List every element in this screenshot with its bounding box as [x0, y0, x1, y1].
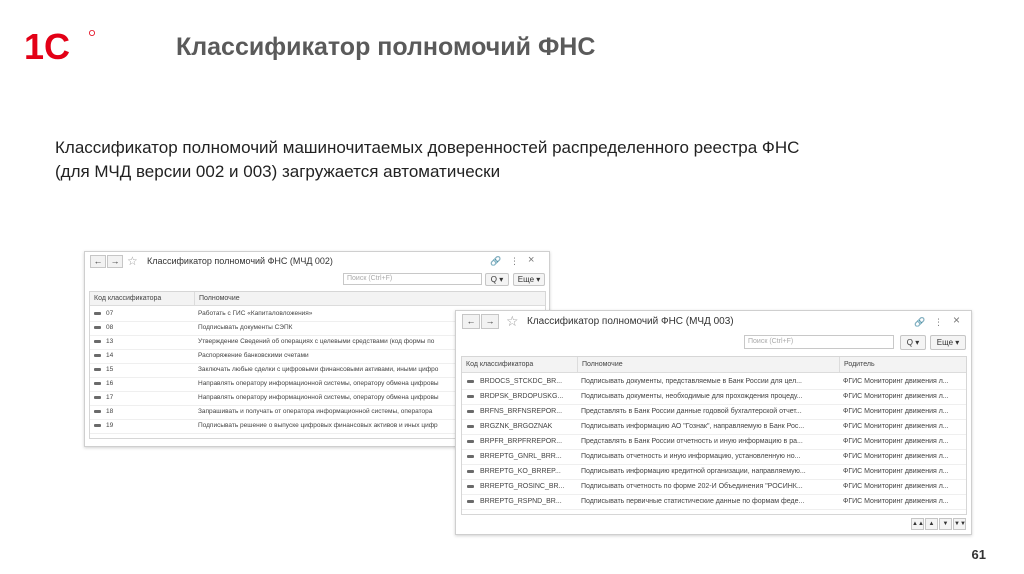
row-code: 14: [106, 352, 114, 359]
row-icon: [94, 410, 101, 413]
column-header-authority[interactable]: Полномочие: [577, 357, 839, 372]
row-parent: ФГИС Мониторинг движения л...: [843, 453, 949, 460]
window-titlebar: [456, 311, 971, 331]
column-header-code[interactable]: Код классификатора: [466, 361, 534, 368]
classifier-window-003: [455, 310, 972, 535]
row-icon: [94, 396, 101, 399]
table-row[interactable]: [462, 464, 966, 480]
row-icon: [467, 455, 474, 458]
row-authority: Подписывать информацию АО "Гознак", направляемую в Банк Рос...: [581, 423, 805, 430]
row-authority: Подписывать первичные статистические данные по формам феде...: [581, 498, 805, 505]
row-code: 16: [106, 380, 114, 387]
back-button[interactable]: ←: [462, 314, 480, 329]
row-code: BRREPTG_RSPND_BR...: [480, 498, 562, 505]
row-code: 19: [106, 422, 114, 429]
close-icon[interactable]: ×: [528, 254, 535, 266]
table-row[interactable]: [462, 419, 966, 435]
row-icon: [94, 368, 101, 371]
row-icon: [94, 326, 101, 329]
page-number: 61: [971, 547, 986, 562]
row-icon: [467, 395, 474, 398]
row-parent: ФГИС Мониторинг движения л...: [843, 408, 949, 415]
search-button[interactable]: Q ▾: [485, 273, 509, 286]
table-row[interactable]: [462, 389, 966, 405]
row-code: BRFNS_BRFNSREPOR...: [480, 408, 563, 415]
more-button[interactable]: Еще ▾: [513, 273, 545, 286]
table-row[interactable]: [462, 494, 966, 510]
row-parent: ФГИС Мониторинг движения л...: [843, 483, 949, 490]
row-parent: ФГИС Мониторинг движения л...: [843, 423, 949, 430]
row-icon: [467, 485, 474, 488]
row-icon: [467, 380, 474, 383]
more-button[interactable]: Еще ▾: [930, 335, 966, 350]
table-row[interactable]: [462, 479, 966, 495]
scroll-down-button[interactable]: ▼: [939, 518, 952, 530]
row-authority: Работать с ГИС «Капиталовложения»: [198, 310, 313, 317]
table-header: [90, 292, 545, 306]
row-parent: ФГИС Мониторинг движения л...: [843, 378, 949, 385]
row-code: 15: [106, 366, 114, 373]
row-icon: [467, 500, 474, 503]
row-authority: Подписывать отчетность и иную информацию, установленную но...: [581, 453, 801, 460]
row-code: BRDPSK_BRDOPUSKG...: [480, 393, 564, 400]
description-line-2: (для МЧД версии 002 и 003) загружается автоматически: [55, 162, 501, 181]
1c-logo: [24, 28, 104, 64]
list-scroll-buttons: [911, 518, 966, 530]
row-authority: Утверждение Сведений об операциях с целевыми средствами (код формы по: [198, 338, 435, 345]
table-row[interactable]: [462, 434, 966, 450]
row-authority: Направлять оператору информационной системы, оператору обмена цифровы: [198, 394, 439, 401]
row-authority: Направлять оператору информационной системы, оператору обмена цифровы: [198, 380, 439, 387]
forward-button[interactable]: →: [481, 314, 499, 329]
row-icon: [94, 382, 101, 385]
row-icon: [467, 410, 474, 413]
row-icon: [467, 470, 474, 473]
slide-description: [55, 136, 970, 184]
row-authority: Запрашивать и получать от оператора информационной системы, оператора: [198, 408, 433, 415]
row-code: BRGZNK_BRGOZNAK: [480, 423, 553, 430]
table-row[interactable]: [462, 404, 966, 420]
row-authority: Подписывать решение о выпуске цифровых финансовых активов и иных цифр: [198, 422, 438, 429]
window-title: Классификатор полномочий ФНС (МЧД 002): [147, 256, 333, 266]
row-parent: ФГИС Мониторинг движения л...: [843, 468, 949, 475]
row-code: BRREPTG_KO_BRREP...: [480, 468, 561, 475]
table-row[interactable]: [462, 374, 966, 390]
row-code: 17: [106, 394, 114, 401]
row-parent: ФГИС Мониторинг движения л...: [843, 498, 949, 505]
row-parent: ФГИС Мониторинг движения л...: [843, 438, 949, 445]
favorite-star-icon[interactable]: ☆: [506, 313, 519, 329]
link-icon[interactable]: 🔗: [914, 317, 926, 327]
row-authority: Подписывать информацию кредитной организации, направляемую...: [581, 468, 806, 475]
link-icon[interactable]: 🔗: [490, 256, 502, 266]
close-icon[interactable]: ×: [953, 313, 961, 327]
column-header-authority[interactable]: Полномочие: [194, 292, 544, 305]
row-authority: Представлять в Банк России данные годовой бухгалтерской отчет...: [581, 408, 802, 415]
row-icon: [467, 425, 474, 428]
row-authority: Подписывать документы, представляемые в Банк России для цел...: [581, 378, 802, 385]
back-button[interactable]: ←: [90, 255, 106, 268]
more-icon[interactable]: ⋮: [934, 317, 943, 327]
search-input[interactable]: Поиск (Ctrl+F): [343, 273, 482, 285]
table-header: [462, 357, 966, 373]
row-code: BRDOCS_STCKDC_BR...: [480, 378, 563, 385]
table-row[interactable]: [462, 449, 966, 465]
row-icon: [94, 354, 101, 357]
favorite-star-icon[interactable]: ☆: [127, 254, 138, 268]
row-parent: ФГИС Мониторинг движения л...: [843, 393, 949, 400]
search-button[interactable]: Q ▾: [900, 335, 926, 350]
scroll-to-bottom-button[interactable]: ▼▼: [953, 518, 966, 530]
row-icon: [94, 340, 101, 343]
column-header-code[interactable]: Код классификатора: [94, 295, 162, 302]
row-code: 07: [106, 310, 114, 317]
window-titlebar: [85, 252, 549, 270]
row-authority: Представлять в Банк России отчетность и иную информацию в ра...: [581, 438, 803, 445]
row-authority: Подписывать документы СЭПК: [198, 324, 293, 331]
forward-button[interactable]: →: [107, 255, 123, 268]
row-authority: Подписывать документы, необходимые для прохождения процеду...: [581, 393, 803, 400]
row-code: BRREPTG_GNRL_BRR...: [480, 453, 562, 460]
search-input[interactable]: Поиск (Ctrl+F): [744, 335, 894, 349]
scroll-up-button[interactable]: ▲: [925, 518, 938, 530]
row-code: BRREPTG_ROSINC_BR...: [480, 483, 565, 490]
row-icon: [94, 424, 101, 427]
column-header-parent[interactable]: Родитель: [839, 357, 966, 372]
row-code: BRPFR_BRPFRREPOR...: [480, 438, 563, 445]
logo-text: 1С: [24, 28, 71, 64]
row-code: 18: [106, 408, 114, 415]
row-code: 13: [106, 338, 114, 345]
row-code: 08: [106, 324, 114, 331]
more-icon[interactable]: ⋮: [510, 256, 519, 266]
row-authority: Распоряжение банковскими счетами: [198, 352, 309, 359]
scroll-to-top-button[interactable]: ▲▲: [911, 518, 924, 530]
description-line-1: Классификатор полномочий машиночитаемых доверенностей распределенного реестра ФНС: [55, 138, 800, 157]
classifier-table: [461, 356, 967, 515]
row-authority: Подписывать отчетность по форме 202-И Объединения "РОСИНК...: [581, 483, 803, 490]
row-icon: [467, 440, 474, 443]
slide-title: Классификатор полномочий ФНС: [176, 33, 596, 61]
row-icon: [94, 312, 101, 315]
row-authority: Заключать любые сделки с цифровыми финансовыми активами, иными цифро: [198, 366, 439, 373]
window-title: Классификатор полномочий ФНС (МЧД 003): [527, 316, 734, 327]
